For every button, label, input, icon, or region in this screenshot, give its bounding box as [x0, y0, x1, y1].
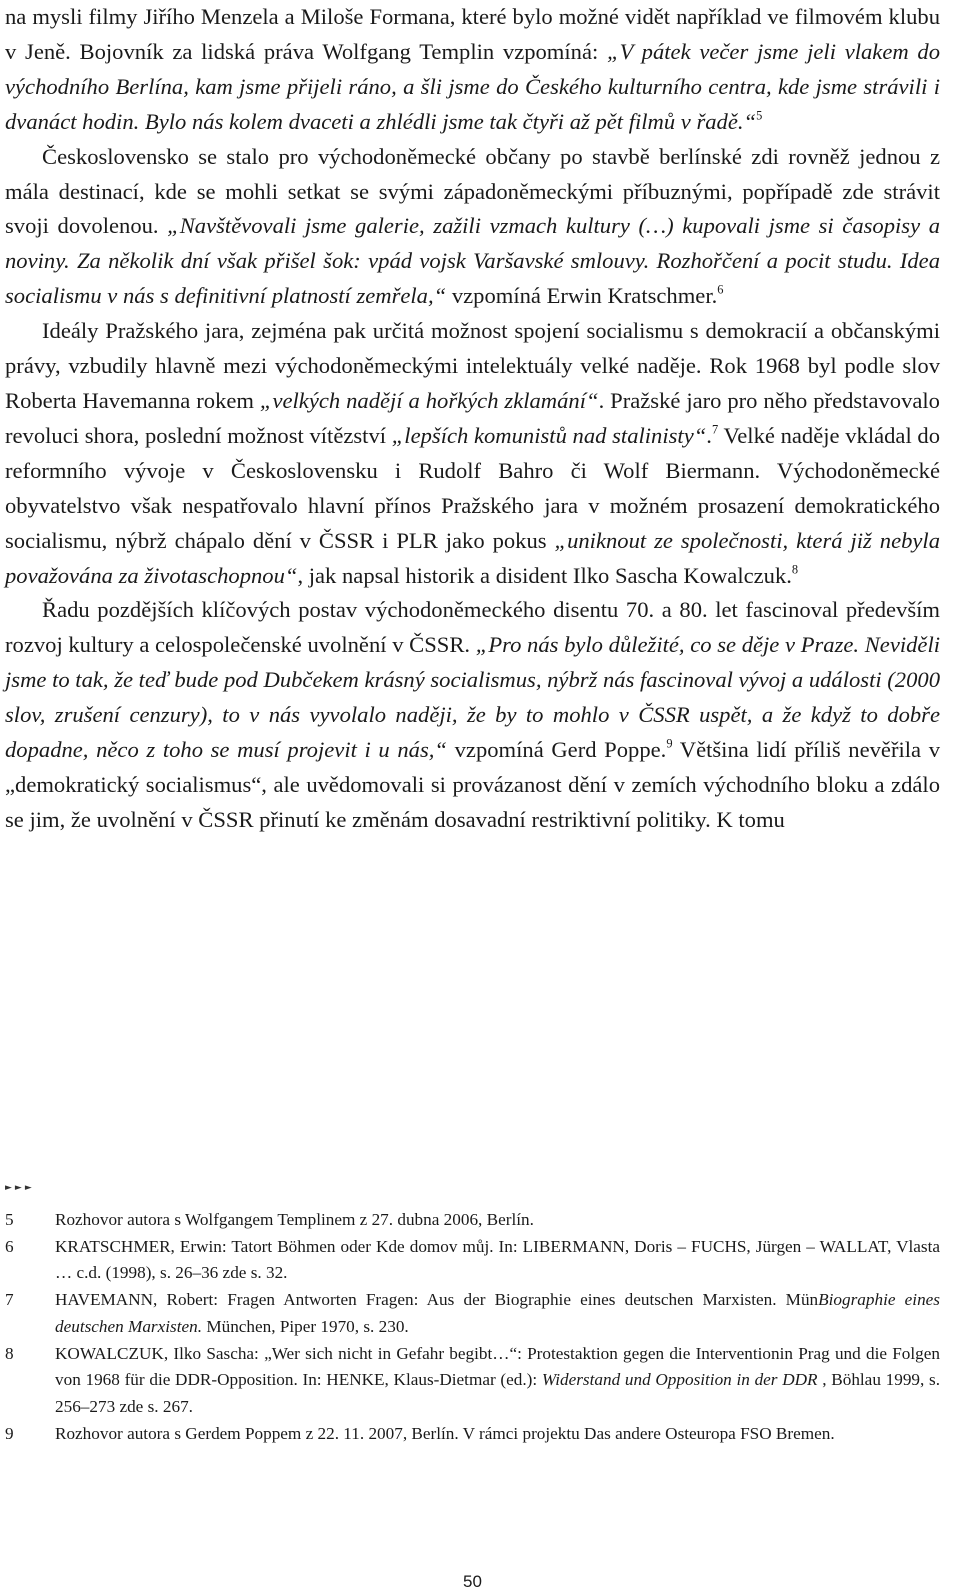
quote-templin: „V pátek večer jsme jeli vlakem do východního Berlína, kam jsme přijeli ráno, a šli jsme do Českého kulturního centra, kde jsme strávili i dvanáct hodin. Bylo nás kolem dvaceti a zhlédli jsme tak čtyři až pět filmů v řadě.“ — [5, 38, 940, 134]
text-run: Velké naděje vkládal do reformního vývoje v Československu i Rudolf Bahro či Wolf Biermann. Východoněmecké obyvatelstvo však nespatřovalo hlavní přínos Pražského jara v možném prosazení demokratického socialismu, nýbrž chápalo dění v ČSSR i PLR jako pokus — [5, 422, 941, 553]
quote-poppe: „Pro nás bylo důležité, co se děje v Praze. Neviděli jsme to tak, že teď bude pod Dubčekem krásný socialismus, nýbrž nás fascinoval vývoj a události (2000 slov, zrušení cenzury), to v nás vyvolalo naději, že by to mohlo v ČSSR uspět, a že když to dobře dopadne, něco z toho se musí projevit i u nás,“ — [5, 632, 940, 763]
quote-havemann-1: „velkých nadějí a hořkých zklamání“ — [259, 387, 599, 413]
paragraph-4 — [5, 593, 940, 837]
footnote-number: 9 — [5, 1423, 14, 1443]
footnote-number: 8 — [5, 1343, 14, 1363]
main-text — [5, 0, 940, 838]
paragraph-1 — [5, 0, 940, 140]
text-run: vzpomíná Gerd Poppe. — [446, 737, 667, 763]
footnote-text: Rozhovor autora s Gerdem Poppem z 22. 11. 2007, Berlín. V rámci projektu Das andere Osteuropa FSO Bremen. — [55, 1423, 835, 1443]
text-run: . — [706, 422, 712, 448]
book-title: Widerstand und Opposition in der DDR — [541, 1370, 818, 1390]
text-run: vzpomíná Erwin Kratschmer. — [446, 283, 718, 309]
footnotes — [5, 1207, 940, 1447]
quote-havemann-2: „lepších komunistů nad stalinisty“ — [391, 422, 707, 448]
text-run: KOWALCZUK, Ilko Sascha: „Wer sich nicht in Gefahr begibt…“: Protestaktion gegen die Interventionin Prag und die Folgen von 1968 für die DDR-Opposition. In: HENKE, Klaus-Dietmar (ed.): — [55, 1343, 940, 1390]
footnote-ref-9[interactable]: 9 — [666, 736, 673, 751]
footnote-text: Rozhovor autora s Wolfgangem Templinem z 27. dubna 2006, Berlín. — [55, 1210, 534, 1229]
text-run: na mysli filmy Jiřího Menzela a Miloše Formana, které bylo možné vidět například ve filmovém klubu v Jeně. Bojovník za lidská práva Wolfgang Templin vzpomíná: — [5, 4, 940, 64]
footnote-number: 6 — [5, 1236, 14, 1256]
text-run: , jak napsal historik a disident Ilko Sascha Kowalczuk. — [297, 562, 792, 588]
footnote-ref-6[interactable]: 6 — [717, 282, 724, 297]
footnote-text — [55, 1341, 940, 1421]
footnote-ref-5[interactable]: 5 — [756, 108, 763, 123]
footnote-ref-8[interactable]: 8 — [791, 562, 799, 577]
footnote-6 — [5, 1234, 940, 1287]
text-run: . Pražské jaro pro něho představovalo revoluci shora, poslední možnost vítězství — [5, 387, 940, 448]
footnote-text: KRATSCHMER, Erwin: Tatort Böhmen oder Kde domov můj. In: LIBERMANN, Doris – FUCHS, Jürgen – WALLAT, Vlasta … c.d. (1998), s. 26–36 zde s. 32. — [55, 1236, 940, 1283]
text-run: HAVEMANN, Robert: Fragen Antworten Fragen: Aus der Biographie eines deutschen Marxisten. Mün — [55, 1290, 819, 1310]
footnote-ref-7[interactable]: 7 — [711, 422, 719, 437]
footnote-text — [55, 1287, 940, 1340]
text-run: Ideály Pražského jara, zejména pak určitá možnost spojení socialismu s demokracií a občanskými právy, vzbudily hlavně mezi východoněmeckými intelektuály velké naděje. Rok 1968 byl podle slov Roberta Havemanna rokem — [5, 318, 940, 413]
quote-kratschmer: „Navštěvovali jsme galerie, zažili vzmach kultury (…) kupovali jsme si časopisy a noviny. Za několik dní však přišel šok: vpád vojsk Varšavské smlouvy. Rozhořčení a pocit studu. Idea socialismu v nás s definitivní platností zemřela,“ — [5, 213, 941, 309]
footnote-7 — [5, 1287, 940, 1340]
paragraph-3 — [5, 314, 940, 593]
book-title: Biographie eines deutschen Marxisten. — [55, 1290, 940, 1336]
footnote-8 — [5, 1341, 940, 1421]
footnote-5 — [5, 1207, 940, 1234]
footnote-9 — [5, 1421, 940, 1448]
quote-kowalczuk: „uniknout ze společnosti, která již nebyla považována za životaschopnou“ — [5, 527, 941, 588]
text-run: Československo se stalo pro východoněmecké občany po stavbě berlínské zdi rovněž jednou z mála destinací, kde se mohli setkat se svými západoněmeckými příbuznými, popřípadě zde strávit svoji dovolenou. — [5, 143, 940, 239]
footnote-number: 7 — [5, 1290, 14, 1310]
text-run: , Böhlau 1999, s. 256–273 zde s. 267. — [55, 1370, 940, 1416]
text-run: München, Piper 1970, s. 230. — [202, 1316, 409, 1336]
footnote-separator-arrows: ►►► — [5, 1183, 35, 1193]
text-run: Řadu pozdějších klíčových postav východoněmeckého disentu 70. a 80. let fascinoval především rozvoj kultury a celospolečenské uvolnění v ČSSR. — [5, 597, 940, 658]
text-run: Většina lidí příliš nevěřila v „demokratický socialismus“, ale uvědomovali si provázanost dění v zemích východního bloku a zdálo se jim, že uvolnění v ČSSR přinutí ke změnám dosavadní restriktivní politiky. K tomu — [5, 737, 940, 832]
paragraph-2 — [5, 140, 940, 315]
footnote-number: 5 — [5, 1210, 14, 1229]
page-number: 50 — [463, 1572, 482, 1591]
